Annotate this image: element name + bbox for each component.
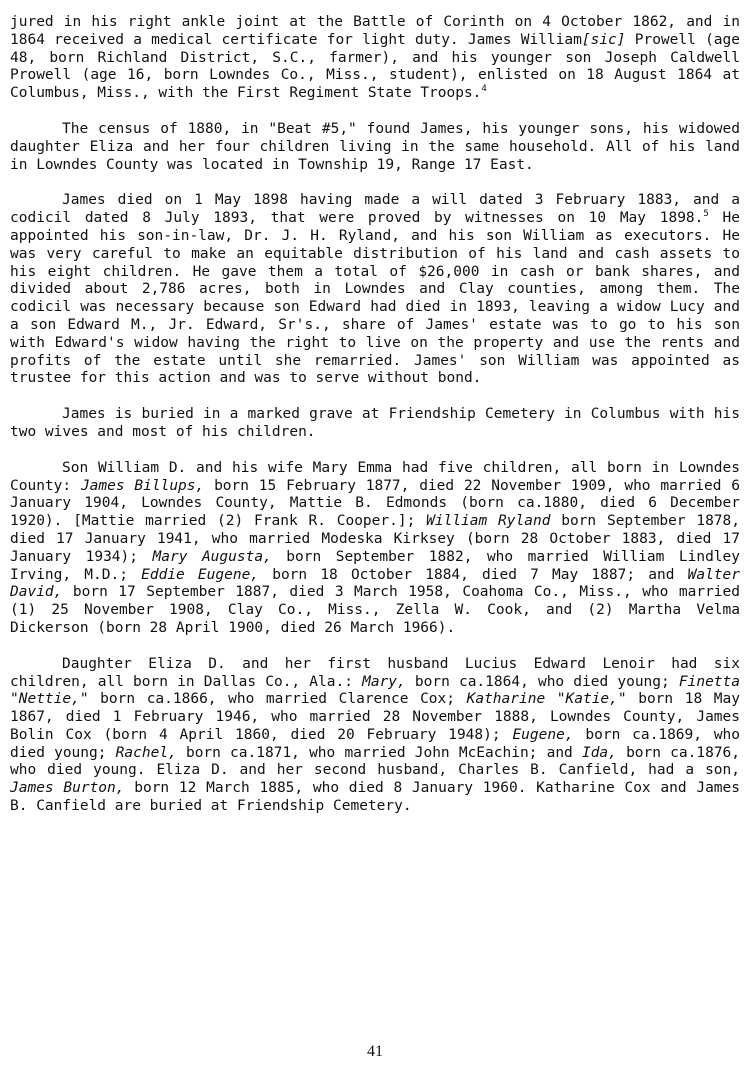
text-segment: born ca.1871, who married John McEachin; and [176,744,582,761]
italic-name: Katharine "Katie," [466,691,627,708]
body-paragraph [10,192,740,388]
italic-name: [sic] [581,31,626,48]
text-segment: born ca.1866, who married Clarence Cox; [88,691,467,708]
text-segment: born 15 February 1877, died 22 November 1909, who married 6 January 1904, Lowndes County, Mattie B. Edmonds (born ca.1880, died 6 December 1920). [Mattie married (2) Frank R. Cooper.]; [10,477,740,530]
text-segment: James died on 1 May 1898 having made a will dated 3 February 1883, and a codicil dated 8 July 1893, that were proved by witnesses on 10 May 1898. [10,192,740,227]
italic-name: Eugene, [512,726,574,743]
body-paragraph [10,460,740,638]
text-segment: born 17 September 1887, died 3 March 1958, Coahoma Co., Miss., who married (1) 25 November 1908, Clay Co., Miss., Zella W. Cook, and (2) Martha Velma Dickerson (born 28 April 1900, died 26 March 1966). [10,584,740,636]
text-segment: James is buried in a marked grave at Friendship Cemetery in Columbus with his two wives and most of his children. [10,406,740,440]
text-segment: born ca.1869, who died young; [10,726,741,761]
footnote-marker: 4 [481,84,487,95]
italic-name: Walter David, [10,566,740,601]
italic-name: Finetta "Nettie," [10,673,740,708]
text-segment: He appointed his son-in-law, Dr. J. H. Ryland, and his son William as executors. He was very careful to make an equitable distribution of his land and cash assets to his eight children. He gave them a total of $26,000 in cash or bank shares, and divided about 2,786 acres, both in Lowndes and Clay counties, among them. The codicil was necessary because son Edward had died in 1893, leaving a widow Lucy and a son Edward M., Jr. Edward, Sr's., share of James' estate was to go to his son with Edward's widow having the right to live on the property and use the rents and profits of the estate until she remarried. James' son William was appointed as trustee for this action and was to serve without bond. [10,210,740,387]
italic-name: William Ryland [426,513,551,530]
body-paragraph [10,14,740,103]
text-segment: The census of 1880, in "Beat #5," found James, his younger sons, his widowed daughter Eliza and her four children living in the same household. All of his land in Lowndes County was located in Township 19, Range 17 East. [10,120,740,173]
text-segment: born 18 May 1867, died 1 February 1946, who married 28 November 1888, Lowndes County, James Bolin Cox (born 4 April 1860, died 20 February 1948); [10,691,740,743]
text-segment: born 18 October 1884, died 7 May 1887; and [259,566,688,583]
italic-name: Mary, [362,673,406,690]
italic-name: Ida, [581,744,617,761]
body-paragraph [10,121,740,174]
document-page [10,14,740,834]
footnote-marker: 5 [703,209,709,220]
body-paragraph [10,656,740,816]
body-paragraph [10,406,740,442]
text-segment: born ca.1876, who died young. Eliza D. and her second husband, Charles B. Canfield, had a son, [10,744,741,779]
text-segment: born September 1878, died 17 January 1941, who married Modeska Kirksey (born 28 October 1883, died 17 January 1934); [10,513,740,565]
text-segment: born September 1882, who married William Lindley Irving, M.D.; [10,548,740,583]
text-segment: Prowell (age 48, born Richland District, S.C., farmer), and his younger son Joseph Caldwell Prowell (age 16, born Lowndes Co., Miss., student), enlisted on 18 August 1864 at Columbus, Miss., with the First Regiment State Troops. [10,31,740,102]
italic-name: James Burton, [10,780,125,797]
italic-name: Rachel, [115,744,177,761]
text-segment: jured in his right ankle joint at the Battle of Corinth on 4 October 1862, and in 1864 received a medical certificate for light duty. James William [10,14,740,48]
italic-name: Mary Augusta, [152,548,272,565]
text-segment: born 12 March 1885, who died 8 January 1960. Katharine Cox and James B. Canfield are buried at Friendship Cemetery. [10,780,740,815]
text-segment: Son William D. and his wife Mary Emma had five children, all born in Lowndes County: [10,459,740,494]
italic-name: James Billups, [80,477,205,494]
italic-name: Eddie Eugene, [141,566,260,583]
text-segment: Daughter Eliza D. and her first husband Lucius Edward Lenoir had six children, all born in Dallas Co., Ala.: [10,655,740,690]
page-number: 41 [367,1043,383,1060]
text-segment: born ca.1864, who died young; [405,673,679,690]
